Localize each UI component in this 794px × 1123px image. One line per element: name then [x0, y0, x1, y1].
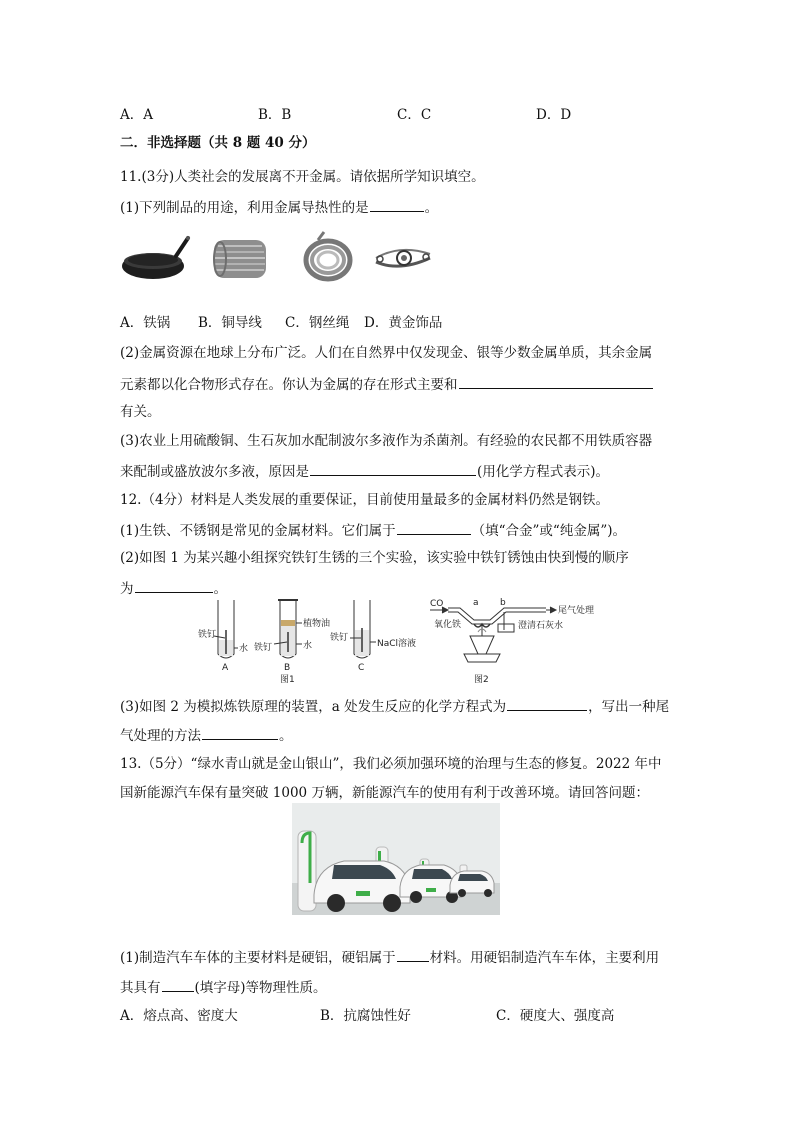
answer-blank — [397, 520, 471, 535]
answer-blank — [162, 977, 194, 992]
q11-part1-text: (1)下列制品的用途，利用金属导热性的是 — [120, 200, 369, 216]
q12-part3-line1: (3)如图 2 为模拟炼铁原理的装置，a 处发生反应的化学方程式为 ，写出一种尾 — [120, 696, 669, 716]
option-b: B．B — [258, 107, 292, 123]
previous-question-options — [120, 106, 571, 124]
q11-part3-line1: (3)农业上用硫酸铜、生石灰加水配制波尔多液作为杀菌剂。有经验的农民都不用铁质容器 — [120, 433, 653, 449]
fig2-label-a: a — [473, 598, 479, 608]
q13-part1-line2: 其具有 (填字母)等物理性质。 — [120, 977, 327, 997]
fig1-label-nail-a: 铁钉 — [198, 630, 217, 640]
fig2-label-co: CO — [430, 599, 444, 609]
figure-2-labels — [430, 598, 594, 685]
option-a: A．A — [120, 107, 153, 123]
q11-option-a: A．铁锅 — [120, 315, 171, 331]
q13-option-a: A．熔点高、密度大 — [120, 1008, 238, 1024]
gold-jewelry-image — [376, 250, 430, 266]
answer-blank — [310, 461, 476, 476]
wok-image — [122, 236, 190, 279]
q11-part3-line2: 来配制或盛放波尔多液，原因是 (用化学方程式表示)。 — [120, 461, 609, 481]
q11-option-c: C．钢丝绳 — [285, 315, 350, 331]
q13-part1-line1: (1)制造汽车车体的主要材料是硬铝，硬铝属于 材料。用硬铝制造汽车车体，主要利用 — [120, 947, 659, 967]
option-c: C．C — [397, 107, 432, 123]
answer-blank — [135, 578, 213, 593]
option-d: D．D — [536, 107, 572, 123]
fig2-label-exhaust: 尾气处理 — [558, 606, 595, 616]
copper-wire-coil-image — [214, 240, 266, 278]
q12-stem: 12.（4分）材料是人类发展的重要保证，目前使用量最多的金属材料仍然是钢铁。 — [120, 492, 610, 508]
answer-blank — [459, 374, 653, 389]
q13-option-c: C．硬度大、强度高 — [496, 1008, 615, 1024]
fig1-tube-c: C — [358, 663, 365, 673]
q13-option-b: B．抗腐蚀性好 — [320, 1008, 411, 1024]
q11-options — [120, 314, 442, 332]
answer-blank — [370, 197, 424, 212]
fig1-tube-a: A — [222, 663, 229, 673]
q11-part1: (1)下列制品的用途，利用金属导热性的是 。 — [120, 197, 438, 217]
fig2-caption: 图2 — [474, 675, 489, 685]
q12-part2-line2: 为 。 — [120, 578, 227, 598]
q13-stem-line2: 国新能源汽车保有量突破 1000 万辆，新能源汽车的使用有利于改善环境。请回答问题： — [120, 785, 649, 801]
q12-part1: (1)生铁、不锈钢是常见的金属材料。它们属于 （填“合金”或“纯金属”)。 — [120, 520, 626, 540]
section-title: 二．非选择题（共 8 题 40 分） — [120, 135, 316, 151]
steel-wire-rope-image — [306, 232, 350, 279]
q12-part3-line2: 气处理的方法 。 — [120, 725, 293, 745]
q11-stem: 11.(3分)人类社会的发展离不开金属。请依据所学知识填空。 — [120, 169, 485, 185]
q13-options — [120, 1007, 614, 1025]
q12-figures — [190, 596, 630, 688]
fig1-label-nacl: NaCl溶液 — [377, 639, 417, 649]
figure-2 — [430, 607, 556, 662]
q11-part2-line2: 元素都以化合物形式存在。你认为金属的存在形式主要和 — [120, 374, 654, 394]
q11-option-d: D．黄金饰品 — [364, 315, 443, 331]
fig1-label-water-b: 水 — [303, 641, 313, 651]
fig1-label-nail-c: 铁钉 — [330, 633, 349, 643]
fig1-tube-b: B — [284, 663, 291, 673]
fig1-label-nail-b: 铁钉 — [254, 643, 273, 653]
q13-stem-line1: 13.（5分）“绿水青山就是金山银山”，我们必须加强环境的治理与生态的修复。2022 年中 — [120, 756, 662, 772]
q11-part2-line1: (2)金属资源在地球上分布广泛。人们在自然界中仅发现金、银等少数金属单质，其余金属 — [120, 345, 653, 361]
ev-charging-photo — [292, 803, 500, 915]
q12-part2-line1: (2)如图 1 为某兴趣小组探究铁钉生锈的三个实验，该实验中铁钉锈蚀由快到慢的顺序 — [120, 550, 629, 566]
fig2-label-b: b — [500, 598, 506, 608]
answer-blank — [202, 725, 278, 740]
answer-blank — [507, 696, 587, 711]
fig2-label-limewater: 澄清石灰水 — [518, 621, 564, 631]
q11-product-images — [118, 228, 438, 290]
q11-part2-line3: 有关。 — [120, 404, 161, 420]
fig1-caption: 图1 — [280, 675, 295, 685]
fig2-label-iron-oxide: 氧化铁 — [434, 620, 462, 630]
fig1-label-water-a: 水 — [239, 644, 249, 654]
fig1-label-oil: 植物油 — [303, 619, 331, 629]
q11-option-b: B．铜导线 — [198, 315, 262, 331]
answer-blank — [397, 947, 429, 962]
